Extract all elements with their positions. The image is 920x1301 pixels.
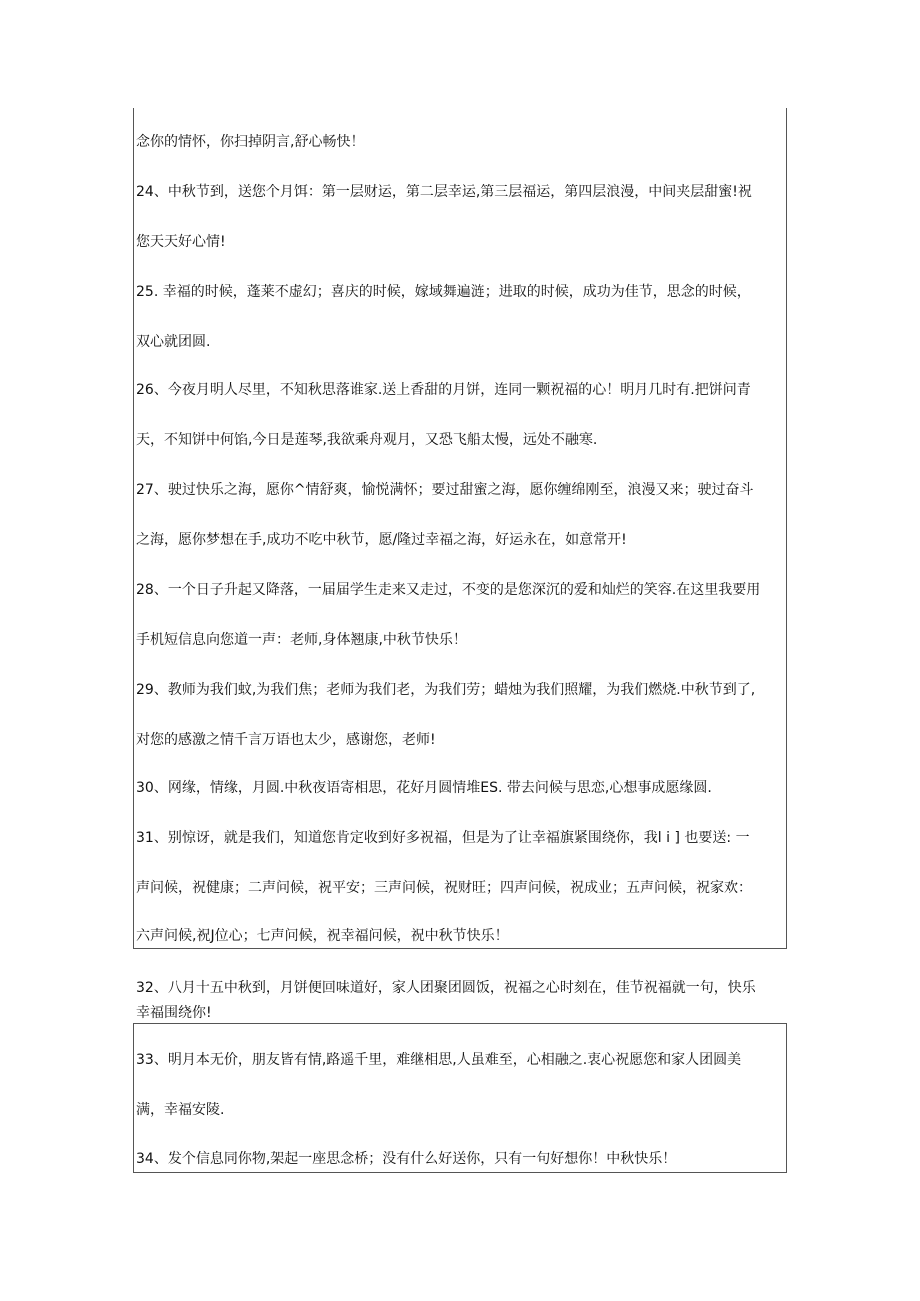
text-line: 声问候，祝健康；二声问候，祝平安；三声问候，祝财旺；四声问候，祝成业；五声问候，祝家欢： xyxy=(136,880,752,896)
text-line: 25. 幸福的时候，蓬莱不虚幻；喜庆的时候，嫁域舞遍涟；进取的时候，成功为佳节，思念的时候， xyxy=(136,284,751,300)
text-line: 33、明月本无价，朋友皆有情,路遥千里，难继相思,人虽难至，心相融之.衷心祝愿您和家人团圆美 xyxy=(136,1052,742,1068)
text-line: 天，不知饼中何馅,今日是莲琴,我欲乘舟观月，又恐飞船太慢，远处不融寒. xyxy=(136,432,598,448)
text-line: 满，幸福安陵. xyxy=(136,1102,225,1118)
text-line: 31、别惊讶，就是我们，知道您肯定收到好多祝福，但是为了让幸福旗紧围绕你，我l i ] 也要送: 一 xyxy=(136,830,750,846)
text-line: 幸福围绕你! xyxy=(136,1005,212,1021)
text-line: 对您的感激之情千言万语也太少，感谢您，老师! xyxy=(136,732,436,748)
text-line: 手机短信息向您道一声：老师,身体翘康,中秋节快乐！ xyxy=(136,632,467,648)
text-line: 26、今夜月明人尽里，不知秋思落谁家.送上香甜的月饼，连同一颗祝福的心！明月几时有.把饼问青 xyxy=(136,382,751,398)
text-line: 念你的情怀，你扫掉阴言,舒心畅快！ xyxy=(136,134,365,150)
text-line: 双心就团圆. xyxy=(136,334,211,350)
text-line: 29、教师为我们蚊,为我们焦；老师为我们老，为我们劳；蜡烛为我们照耀，为我们燃烧.中秋节到了, xyxy=(136,682,756,698)
content-table-frame xyxy=(133,108,787,949)
text-line: 28、一个日子升起又降落，一届届学生走来又走过，不变的是您深沉的爱和灿烂的笑容.在这里我要用 xyxy=(136,582,761,598)
text-line: 24、中秋节到，送您个月饵：第一层财运，第二层幸运,第三层福运，第四层浪漫，中间夹层甜蜜!祝 xyxy=(136,184,752,200)
text-line: 30、网缘，情缘，月圆.中秋夜语寄相思，花好月圆情堆ES. 带去问候与思恋,心想事成愿缘圆. xyxy=(136,780,712,796)
text-line: 之海，愿你梦想在手,成功不吃中秋节，愿/隆过幸福之海，好运永在，如意常开! xyxy=(136,532,627,548)
text-line: 34、发个信息同你物,架起一座思念桥；没有什么好送你，只有一句好想你！中秋快乐！ xyxy=(136,1151,677,1167)
text-line: 六声问候,祝J位心；七声问候，祝幸福问候，祝中秋节快乐！ xyxy=(136,928,509,944)
text-line: 27、驶过快乐之海，愿你^情舒爽，愉悦满怀；要过甜蜜之海，愿你缠绵刚至，浪漫又来；驶过奋斗 xyxy=(136,482,754,498)
text-line: 32、八月十五中秋到，月饼便回味道好，家人团聚团圆饭，祝福之心时刻在，佳节祝福就一句，快乐 xyxy=(136,980,756,996)
text-line: 您天天好心情! xyxy=(136,234,226,250)
